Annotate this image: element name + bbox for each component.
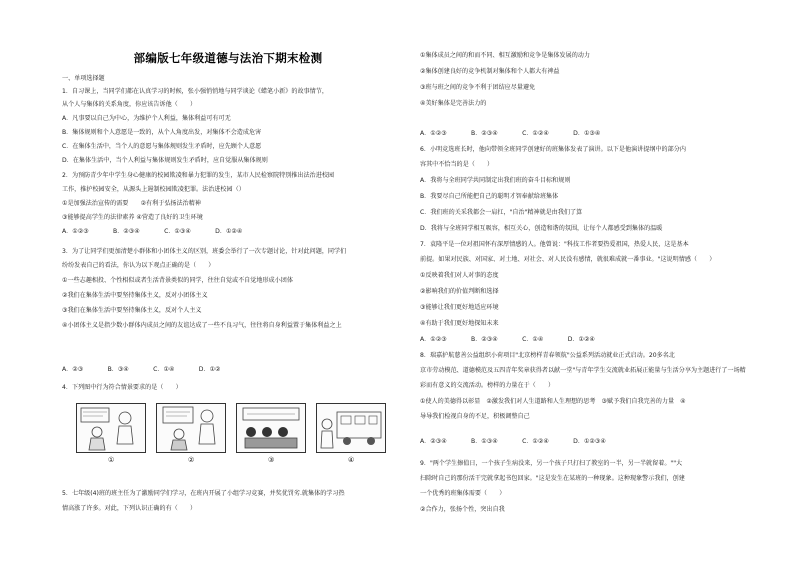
cartoon-panel-1 [76, 403, 146, 453]
option-line: D．我将与全班同学相互吸容，相互关心，创造和谐的氛围，让每个人都感受到集体的温暖 [420, 225, 663, 232]
statement-line: ③我们在集体生活中要坚持集体主义，反对个人主义 [62, 307, 202, 314]
cartoon-label: ④ [348, 456, 355, 464]
answer-options: A．①②③ B．②③④ C．①②④ D．①③④ [420, 130, 601, 137]
statement-line: ①是加强法治宣传的需要 ②有利于弘扬法治精神 [62, 200, 201, 207]
students-illustration [157, 404, 225, 452]
statement-line: ②合作力，张扬个性，突出自我 [420, 506, 505, 513]
statement-line: ①使人的美德得以彰显 ②激发我们对人生道路和人生理想的思考 ③赋予我们自我完善的力量 ④ [420, 398, 686, 405]
question-line: 5．七年级(4)班的班主任为了激励同学们学习，在班内开展了小组学习竞赛，并奖优罚劣.就集体的学习热 [62, 490, 345, 497]
question-line: 容其中不恰当的是（ ） [420, 161, 494, 168]
option-line: A．我将与全班同学共同制定出我们班的奋斗目标和规则 [420, 177, 571, 184]
question-line: 2．为预防青少年中学生身心健康的校园欺凌和暴力犯罪的发生，某市人民检察院特别推出法治进校园 [62, 172, 335, 179]
statement-line: ①一些志趣相投、个性相似或者生活背景类似的同学，往往自觉或不自觉地形成小团体 [62, 277, 293, 284]
page-title: 部编版七年级道德与法治下期末检测 [133, 51, 323, 65]
answer-options: A．②③ B．③④ C．①④ D．①② [62, 366, 221, 373]
statement-line: ④有助于我们更好地探知未来 [420, 320, 499, 327]
statement-line: 导导我们检视自身的不足，积极调整自己 [420, 413, 530, 420]
cartoon-label: ② [188, 456, 195, 464]
statement-line: ③能够提高学生的法律素养 ④营造了良好的卫生环境 [62, 214, 203, 221]
cartoon-label: ③ [268, 456, 275, 464]
section-heading: 一、单项选择题 [62, 75, 105, 82]
question-line: 1．自习课上，当同学们都在认真学习的时候，张小强悄悄地与同学谈论《蜡笔小新》的故事情节， [62, 88, 328, 95]
answer-options: A．②③④ B．①③④ C．①②④ D．①②③④ [420, 438, 606, 445]
answer-options: A．①②③ B．②③④ C．①③④ D．①②④ [62, 228, 243, 235]
cartoon-panel-3 [236, 403, 306, 453]
cartoon-panel-4 [316, 403, 386, 453]
statement-line: ④美好集体是完善法力的 [420, 100, 487, 107]
bus-illustration [317, 404, 385, 452]
question-line: 4．下列图中行为符合情景要求的是（ ） [62, 384, 182, 391]
question-line: 彩而有意义的交流活动。榜样的力量在于（ ） [420, 382, 555, 389]
answer-options: A．①②③ B．②③④ C．①④ D．①②④ [420, 336, 595, 343]
statement-line: ①集体成员之间的和而不同、相互激励和竞争是集体发展的动力 [420, 52, 590, 59]
statement-line: ②集体创建良好的竞争机制对集体和个人都大有裨益 [420, 68, 560, 75]
option-line: D．在集体生活中，当个人利益与集体规则发生矛盾时，应自觉服从集体规则 [62, 157, 268, 164]
cartoon-panels [76, 403, 386, 453]
question-line: 扫除时自己的那份活干完就拿起书包回家。"这是发生在某班的一种现象。这种现象警示我们，创建 [420, 475, 685, 482]
option-line: B．我要尽自己所能把自己的聪明才智奉献给班集体 [420, 193, 559, 200]
cartoon-panel-2 [156, 403, 226, 453]
question-line: 8．瑞嘉护航慈善公益组织小荷项目"北京榜样青春领航"公益系列活动就业正式启动。20多名北 [420, 352, 675, 359]
question-line: 3．为了让同学们更加清楚小群体和小团体主义的区别，班委会举行了一次专题讨论，针对此问题，同学们 [62, 248, 347, 255]
question-line: 从个人与集体的关系角度，你应该告诉他（ ） [62, 101, 197, 108]
statement-line: ①反映着我们对人对事的态度 [420, 272, 499, 279]
classroom-illustration [77, 404, 145, 452]
statement-line: ②影响我们的价值判断和选择 [420, 288, 499, 295]
question-line: 情高涨了许多。对此，下列认识正确的有（ ） [62, 505, 197, 512]
question-line: 前提。如果对民族、对国家、对土地、对社会、对人民没有感情，就很难成就一番事业。"这说明情感（ ） [420, 256, 716, 263]
question-line: 京市劳动模范、道德模范及五四青年奖章获得者以献一堂"与青年学生交流就业拓展正能量与生活分享为主题进行了一场精 [420, 367, 746, 374]
option-line: A．凡事要以自己为中心，为维护个人利益，集体利益可有可无 [62, 115, 231, 122]
statement-line: ②我们在集体生活中要坚持集体主义，反对小团体主义 [62, 292, 208, 299]
statement-line: ③班与班之间的竞争不利于团结应尽量避免 [420, 84, 536, 91]
question-line: 一个优秀的班集体需要（ ） [420, 490, 506, 497]
statement-line: ③能够让我们更好地适应环境 [420, 304, 499, 311]
question-line: 7．袁隆平是一位对祖国怀有深厚情感的人。他曾说："科技工作者要热爱祖国，热爱人民，这是基本 [420, 241, 689, 248]
question-line: 纷纷发表自己的看法，你认为以下观点正确的是（ ） [62, 262, 215, 269]
cartoon-label: ① [108, 456, 115, 464]
meeting-illustration [237, 404, 305, 452]
question-line: 工作，推护校园安全，从源头上遏制校园欺凌犯罪。法治进校园（） [62, 186, 245, 193]
option-line: C．在集体生活中，当个人的意愿与集体规则发生矛盾时，应先顾个人意愿 [62, 143, 262, 150]
option-line: C．我们班的关采我都会一肩扛，"自治"精神就是由我们了算 [420, 209, 583, 216]
question-line: 6．小明竞选班长时，他向带领全班同学创建好的班集体发表了演讲。以下是他演讲提纲中的部分内 [420, 146, 686, 153]
question-line: 9．"两个学生擦值日，一个孩子生病没来，另一个孩子只打扫了教室的一半，另一半就留着。""大 [420, 460, 683, 467]
statement-line: ④小团体主义是指少数小群体内成员之间的友谊达成了一些不良习气，往往将自身利益置于集体利益之上 [62, 322, 342, 329]
option-line: B．集体规则和个人意愿是一致的，从个人角度出发，对集体不会造成危害 [62, 129, 262, 136]
